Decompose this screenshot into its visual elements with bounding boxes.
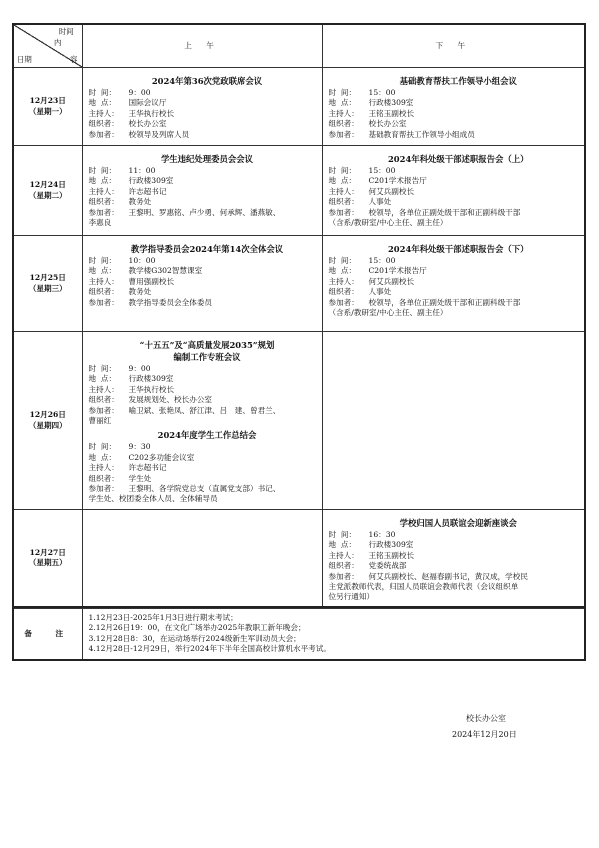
detail-value: 何艾兵副校长 xyxy=(368,186,415,196)
meeting-detail-continued: （含系/教研室/中心主任、副主任） xyxy=(328,218,448,228)
meeting-detail xyxy=(89,374,316,384)
detail-label: 主持人： xyxy=(88,463,119,473)
header-row xyxy=(13,24,585,68)
detail-value: 王黎明、罗惠铭、卢少勇、何承辉、潘燕敏、 xyxy=(128,207,281,217)
detail-label: 主持人： xyxy=(88,108,119,118)
meeting-detail-continued: 主党派教师代表，归国人员联谊会教师代表（会议组织单 xyxy=(328,582,519,592)
day-date: 12月25日 xyxy=(29,273,66,283)
day-date: 12月24日 xyxy=(29,180,66,190)
detail-value: 王铭玉副校长 xyxy=(368,108,415,118)
meeting-detail xyxy=(329,256,579,266)
meeting-detail xyxy=(329,530,579,540)
detail-value: 15：00 xyxy=(368,166,396,175)
morning-cell xyxy=(82,236,322,332)
meeting-entry xyxy=(89,76,316,140)
detail-label: 地 点： xyxy=(88,374,117,384)
meeting-detail xyxy=(329,88,579,98)
meeting-detail xyxy=(89,287,316,297)
meeting-detail xyxy=(329,130,579,140)
meeting-entry xyxy=(89,340,316,426)
day-weekday: （星期五） xyxy=(28,557,67,567)
meeting-title-continued: 编制工作专班会议 xyxy=(173,352,241,362)
detail-label: 时 间： xyxy=(328,256,357,265)
detail-value: 9：00 xyxy=(128,364,151,373)
detail-label: 时 间： xyxy=(88,364,117,373)
meeting-detail xyxy=(89,463,316,473)
meeting-detail xyxy=(89,187,316,197)
detail-value: 何艾兵副校长 xyxy=(368,276,415,286)
remarks-list xyxy=(82,608,585,660)
detail-value: 校长办公室 xyxy=(128,119,167,129)
detail-value: 行政楼309室 xyxy=(368,98,414,108)
detail-label: 时 间： xyxy=(328,88,357,97)
detail-label: 时 间： xyxy=(88,88,117,97)
corner-content-label-2: 容 xyxy=(70,55,78,64)
day-weekday: （星期四） xyxy=(28,420,67,430)
meeting-detail-continued: （含系/教研室/中心主任、副主任） xyxy=(328,308,448,318)
detail-label: 主持人： xyxy=(88,384,119,394)
detail-value: 教务处 xyxy=(128,287,152,297)
detail-value: 9：00 xyxy=(128,88,151,97)
detail-label: 地 点： xyxy=(328,540,357,550)
remark-item: 4.12月28日-12月29日，举行2024年下半年全国高校计算机水平考试。 xyxy=(88,644,331,654)
meeting-detail xyxy=(89,385,316,395)
meeting-entry xyxy=(89,154,316,228)
detail-label: 地 点： xyxy=(328,176,357,186)
meeting-detail xyxy=(89,119,316,129)
detail-value: 人事处 xyxy=(368,197,392,207)
meeting-detail xyxy=(329,197,579,207)
meeting-detail xyxy=(329,98,579,108)
meeting-detail xyxy=(329,287,579,297)
detail-label: 主持人： xyxy=(88,276,119,286)
detail-value: 10：00 xyxy=(128,256,156,265)
afternoon-cell xyxy=(322,332,585,510)
detail-value: 王华执行校长 xyxy=(128,384,175,394)
detail-label: 参加者： xyxy=(328,571,359,581)
detail-label: 组织者： xyxy=(88,119,119,129)
day-row xyxy=(13,68,585,146)
detail-value: C201学术报告厅 xyxy=(368,176,427,186)
weekly-schedule-table xyxy=(12,23,586,608)
morning-header: 上 午 xyxy=(82,24,322,68)
meeting-detail xyxy=(89,88,316,98)
detail-label: 地 点： xyxy=(88,98,117,108)
morning-cell xyxy=(82,332,322,510)
detail-label: 参加者： xyxy=(88,405,119,415)
meeting-entry xyxy=(329,154,579,228)
detail-value: 人事处 xyxy=(368,287,392,297)
detail-value: 许志超书记 xyxy=(128,186,167,196)
meeting-detail xyxy=(329,572,579,582)
meeting-detail xyxy=(89,298,316,308)
detail-label: 主持人： xyxy=(328,276,359,286)
detail-value: 学生处 xyxy=(128,473,152,483)
meeting-detail xyxy=(89,256,316,266)
detail-value: 15：00 xyxy=(368,256,396,265)
afternoon-header: 下 午 xyxy=(322,24,585,68)
meeting-detail xyxy=(89,395,316,405)
corner-content-label-1: 内 xyxy=(54,38,62,47)
meeting-detail xyxy=(89,442,316,452)
day-date: 12月27日 xyxy=(29,547,66,557)
detail-label: 主持人： xyxy=(88,186,119,196)
day-weekday: （星期一） xyxy=(28,106,67,116)
issuing-office: 校长办公室 xyxy=(466,714,506,723)
detail-label: 地 点： xyxy=(328,98,357,108)
afternoon-cell xyxy=(322,510,585,607)
detail-value: C201学术报告厅 xyxy=(368,266,427,276)
schedule-sheet xyxy=(12,23,584,661)
meeting-title: 2024年科处级干部述职报告会（下） xyxy=(387,244,529,254)
detail-value: 党委统战部 xyxy=(368,561,407,571)
detail-value: 行政楼309室 xyxy=(368,540,414,550)
day-date-cell xyxy=(13,146,82,236)
detail-value: 基础教育帮扶工作领导小组成员 xyxy=(368,129,475,139)
detail-value: 王黎明、各学院党总支（直属党支部）书记、 xyxy=(128,484,281,494)
meeting-detail-continued: 李惠良 xyxy=(88,218,112,228)
detail-label: 组织者： xyxy=(88,287,119,297)
detail-label: 地 点： xyxy=(88,176,117,186)
meeting-title: 基础教育帮扶工作领导小组会议 xyxy=(399,76,517,86)
detail-label: 参加者： xyxy=(88,484,119,494)
detail-value: C202多功能会议室 xyxy=(128,452,195,462)
meeting-detail xyxy=(89,277,316,287)
meeting-detail xyxy=(329,561,579,571)
detail-label: 主持人： xyxy=(328,186,359,196)
meeting-detail xyxy=(329,187,579,197)
detail-label: 组织者： xyxy=(328,197,359,207)
afternoon-cell xyxy=(322,146,585,236)
detail-label: 时 间： xyxy=(88,256,117,265)
detail-label: 主持人： xyxy=(328,108,359,118)
morning-cell xyxy=(82,146,322,236)
detail-label: 地 点： xyxy=(328,266,357,276)
meeting-entry xyxy=(329,244,579,318)
meeting-detail xyxy=(89,197,316,207)
meeting-detail xyxy=(329,277,579,287)
detail-value: 11：00 xyxy=(128,166,156,175)
detail-label: 参加者： xyxy=(88,297,119,307)
remarks-table xyxy=(12,608,586,662)
day-date-cell xyxy=(13,236,82,332)
remarks-label: 备 注 xyxy=(13,608,82,660)
meeting-detail xyxy=(329,298,579,308)
meeting-detail xyxy=(329,540,579,550)
day-date-cell xyxy=(13,332,82,510)
meeting-detail xyxy=(89,176,316,186)
meeting-entry xyxy=(89,430,316,504)
detail-label: 主持人： xyxy=(328,550,359,560)
morning-cell xyxy=(82,68,322,146)
meeting-detail xyxy=(329,109,579,119)
day-date: 12月23日 xyxy=(29,96,66,106)
meeting-detail xyxy=(89,208,316,218)
detail-label: 参加者： xyxy=(328,297,359,307)
detail-value: 16：30 xyxy=(368,530,396,539)
meeting-title: 学校归国人员联谊会迎新座谈会 xyxy=(399,518,517,528)
detail-value: 9：30 xyxy=(128,442,151,452)
detail-label: 时 间： xyxy=(328,530,357,539)
detail-label: 地 点： xyxy=(88,452,117,462)
meeting-title: 2024年度学生工作总结会 xyxy=(157,430,257,441)
detail-value: 校领导，各单位正副处级干部和正副科级干部 xyxy=(368,207,521,217)
day-weekday: （星期二） xyxy=(28,190,67,200)
detail-value: 王铭玉副校长 xyxy=(368,550,415,560)
detail-label: 时 间： xyxy=(88,442,117,452)
detail-label: 时 间： xyxy=(88,166,117,175)
detail-value: 校领导，各单位正副处级干部和正副科级干部 xyxy=(368,297,521,307)
detail-value: 国际会议厅 xyxy=(128,98,167,108)
meeting-detail xyxy=(89,166,316,176)
corner-header-cell xyxy=(13,24,82,68)
detail-label: 参加者： xyxy=(328,129,359,139)
corner-date-label: 日期 xyxy=(17,55,32,64)
meeting-detail xyxy=(89,474,316,484)
detail-label: 组织者： xyxy=(88,197,119,207)
meeting-entry xyxy=(329,518,579,603)
meeting-detail xyxy=(329,176,579,186)
remark-item: 2.12月26日19：00，在文化广场举办2025年教职工新年晚会； xyxy=(88,623,306,633)
meeting-detail xyxy=(89,130,316,140)
footer-signature xyxy=(452,711,517,743)
meeting-entry xyxy=(89,244,316,308)
afternoon-cell xyxy=(322,236,585,332)
day-row xyxy=(13,146,585,236)
detail-value: 许志超书记 xyxy=(128,463,167,473)
meeting-title: 教学指导委员会2024年第14次全体会议 xyxy=(130,244,284,254)
day-date: 12月26日 xyxy=(29,410,66,420)
detail-label: 组织者： xyxy=(88,395,119,405)
meeting-detail xyxy=(329,208,579,218)
corner-time-label: 时间 xyxy=(58,27,74,36)
meeting-detail xyxy=(89,266,316,276)
meeting-detail xyxy=(89,98,316,108)
meeting-detail xyxy=(329,551,579,561)
day-date-cell xyxy=(13,510,82,607)
detail-label: 组织者： xyxy=(328,287,359,297)
detail-label: 时 间： xyxy=(328,166,357,175)
meeting-detail xyxy=(89,484,316,494)
detail-value: 王华执行校长 xyxy=(128,108,175,118)
meeting-detail-continued: 学生处、校团委全体人员、全体辅导员 xyxy=(88,494,218,504)
meeting-title: 2024年科处级干部述职报告会（上） xyxy=(387,154,529,164)
detail-label: 参加者： xyxy=(88,129,119,139)
detail-value: 教务处 xyxy=(128,197,152,207)
meeting-detail-continued: 位另行通知） xyxy=(328,592,375,602)
detail-value: 行政楼309室 xyxy=(128,176,174,186)
detail-label: 地 点： xyxy=(88,266,117,276)
detail-value: 发展规划处、校长办公室 xyxy=(128,395,213,405)
meeting-title: 学生违纪处理委员会会议 xyxy=(160,154,254,164)
detail-value: 行政楼309室 xyxy=(128,374,174,384)
afternoon-cell xyxy=(322,68,585,146)
detail-value: 校长办公室 xyxy=(368,119,407,129)
meeting-title: 2024年第36次党政联席会议 xyxy=(151,76,263,86)
meeting-detail xyxy=(329,266,579,276)
day-row xyxy=(13,510,585,607)
detail-value: 何艾兵副校长、赵福春副书记，黄汉成，学校民 xyxy=(368,571,528,581)
detail-label: 组织者： xyxy=(328,119,359,129)
detail-value: 喻卫斌、张艳凤、舒江津、吕 建、曾君兰、 xyxy=(128,405,281,415)
issue-date: 2024年12月20日 xyxy=(452,730,517,739)
remark-item: 1.12月23日-2025年1月3日进行期末考试； xyxy=(88,612,238,622)
remark-item: 3.12月28日8：30，在运动场举行2024级新生军训动员大会； xyxy=(88,633,301,643)
meeting-detail xyxy=(329,166,579,176)
meeting-entry xyxy=(329,76,579,140)
meeting-title: “十五五”及“高质量发展2035”规划 xyxy=(139,340,275,350)
day-row xyxy=(13,332,585,510)
meeting-detail xyxy=(89,453,316,463)
meeting-detail xyxy=(89,406,316,416)
day-weekday: （星期三） xyxy=(28,283,67,293)
detail-label: 组织者： xyxy=(88,473,119,483)
meeting-detail xyxy=(89,364,316,374)
day-row xyxy=(13,236,585,332)
meeting-detail xyxy=(329,119,579,129)
detail-label: 参加者： xyxy=(88,207,119,217)
meeting-detail xyxy=(89,109,316,119)
remarks-row xyxy=(13,608,585,660)
detail-label: 组织者： xyxy=(328,561,359,571)
detail-value: 15：00 xyxy=(368,88,396,97)
detail-value: 校领导及列席人员 xyxy=(128,129,190,139)
day-date-cell xyxy=(13,68,82,146)
detail-label: 参加者： xyxy=(328,207,359,217)
meeting-detail-continued: 曹丽红 xyxy=(88,416,112,426)
morning-cell xyxy=(82,510,322,607)
detail-value: 教学指导委员会全体委员 xyxy=(128,297,213,307)
detail-value: 教学楼G302智慧课室 xyxy=(128,266,203,276)
detail-value: 曹用强副校长 xyxy=(128,276,175,286)
